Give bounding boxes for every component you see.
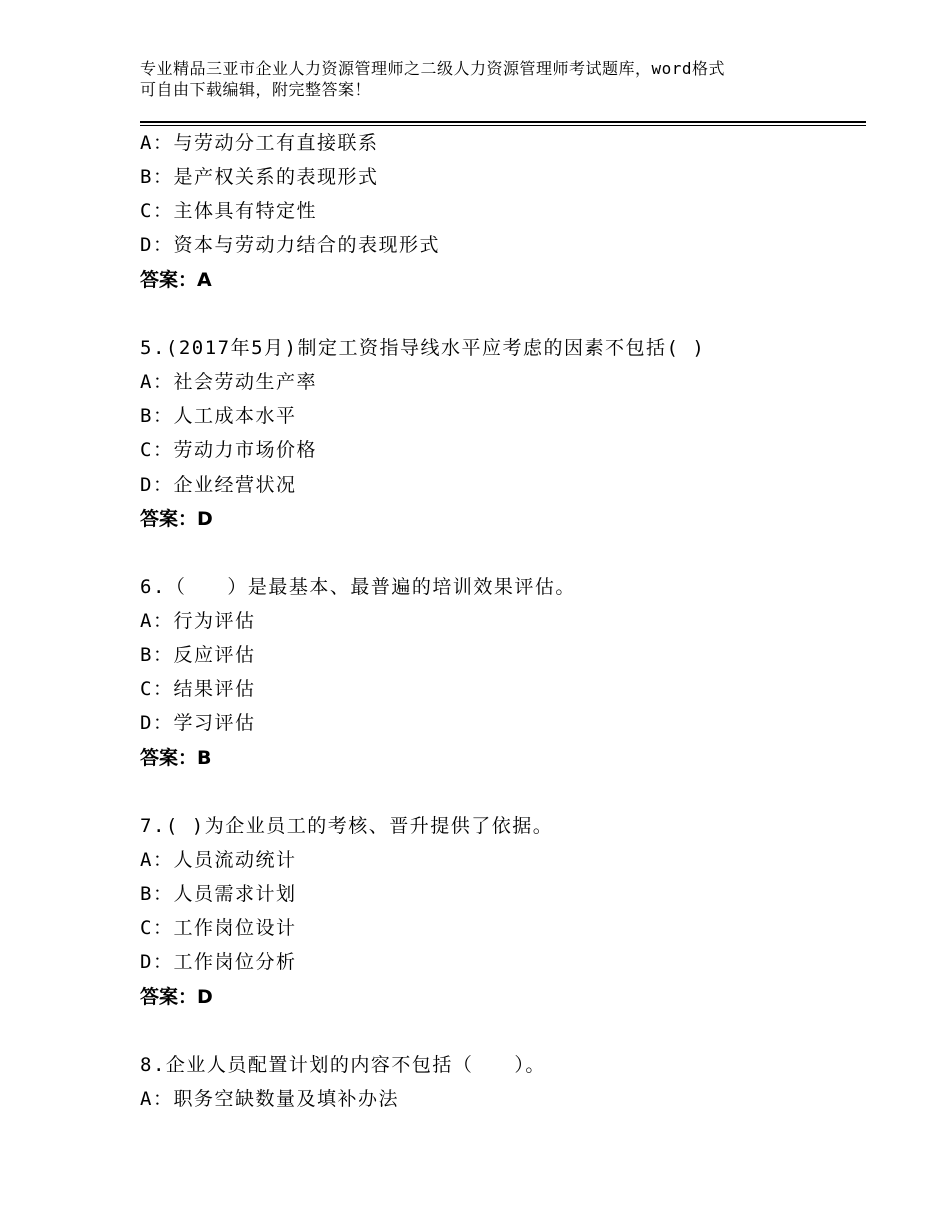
document-header	[140, 58, 830, 100]
q6-option-d: D：学习评估	[140, 712, 256, 734]
header-line-2: 可自由下载编辑，附完整答案！	[140, 80, 372, 99]
q4-option-d: D：资本与劳动力结合的表现形式	[140, 234, 440, 256]
q6-answer: 答案：B	[140, 747, 212, 769]
q8-question: 8.企业人员配置计划的内容不包括（ ）。	[140, 1054, 546, 1076]
header-line-1: 专业精品三亚市企业人力资源管理师之二级人力资源管理师考试题库，word格式	[140, 59, 726, 78]
q5-option-d: D：企业经营状况	[140, 474, 297, 496]
q5-option-c: C：劳动力市场价格	[140, 439, 317, 461]
q6-option-c: C：结果评估	[140, 678, 256, 700]
q7-answer: 答案：D	[140, 986, 213, 1008]
q5-question: 5.(2017年5月)制定工资指导线水平应考虑的因素不包括( )	[140, 337, 706, 359]
q4-answer: 答案：A	[140, 269, 212, 291]
q4-option-b: B：是产权关系的表现形式	[140, 166, 379, 188]
q7-option-a: A：人员流动统计	[140, 849, 297, 871]
header-divider	[140, 121, 866, 123]
q5-option-b: B：人工成本水平	[140, 405, 297, 427]
q6-option-b: B：反应评估	[140, 644, 256, 666]
q6-option-a: A：行为评估	[140, 610, 256, 632]
q8-option-a: A：职务空缺数量及填补办法	[140, 1088, 399, 1110]
q4-option-c: C：主体具有特定性	[140, 200, 317, 222]
q7-option-c: C：工作岗位设计	[140, 917, 297, 939]
q7-option-d: D：工作岗位分析	[140, 951, 297, 973]
q5-option-a: A：社会劳动生产率	[140, 371, 317, 393]
q5-answer: 答案：D	[140, 508, 213, 530]
q6-question: 6.（ ）是最基本、最普遍的培训效果评估。	[140, 576, 576, 598]
header-divider-thin	[140, 125, 866, 126]
q7-question: 7.( )为企业员工的考核、晋升提供了依据。	[140, 815, 554, 837]
q7-option-b: B：人员需求计划	[140, 883, 297, 905]
q4-option-a: A：与劳动分工有直接联系	[140, 132, 379, 154]
